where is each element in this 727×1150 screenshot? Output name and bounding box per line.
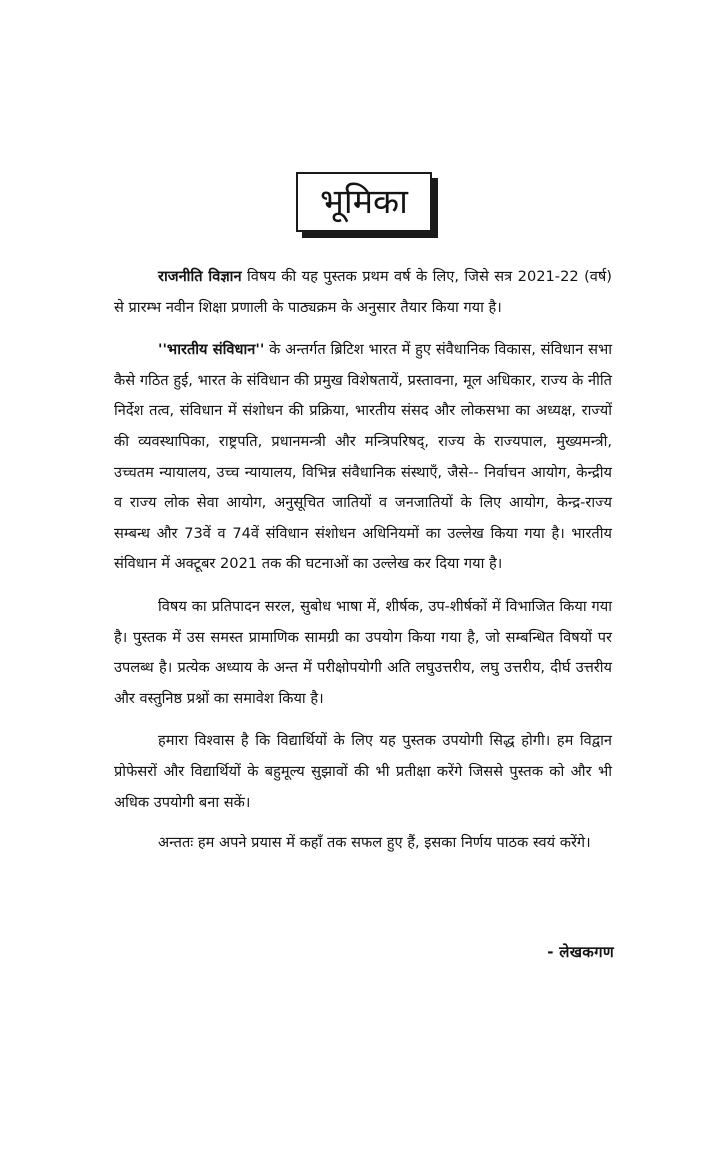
paragraph-3: विषय का प्रतिपादन सरल, सुबोध भाषा में, शीर्षक, उप-शीर्षकों में विभाजित किया गया है। पुस्तक में उस समस्त प्रामाणिक सामग्री का उपयोग किया गया है, जो सम्बन्धित विषयों पर उपलब्ध है। प्रत्येक अध्याय के अन्त में परीक्षोपयोगी अति लघुउत्तरीय, लघु उत्तरीय, दीर्घ उत्तरीय और वस्तुनिष्ठ प्रश्नों का समावेश किया है।	[114, 597, 612, 707]
paragraph-1-text: विषय की यह पुस्तक प्रथम वर्ष के लिए, जिसे सत्र 2021-22 (वर्ष) से प्रारम्भ नवीन शिक्षा प्रणाली के पाठ्यक्रम के अनुसार तैयार किया गया है।	[114, 268, 612, 316]
author-signature: - लेखकगण	[547, 943, 614, 961]
paragraph-4: हमारा विश्वास है कि विद्यार्थियों के लिए यह पुस्तक उपयोगी सिद्ध होगी। हम विद्वान प्रोफेसरों और विद्यार्थियों के बहुमूल्य सुझावों की भी प्रतीक्षा करेंगे जिससे पुस्तक को और भी अधिक उपयोगी बना सकें।	[114, 732, 612, 811]
paragraph-5: अन्ततः हम अपने प्रयास में कहाँ तक सफल हुए हैं, इसका निर्णय पाठक स्वयं करेंगे।	[158, 834, 591, 852]
paragraph-2-lead: ''भारतीय संविधान''	[158, 341, 265, 359]
paragraph-2-text: के अन्तर्गत ब्रिटिश भारत में हुए संवैधानिक विकास, संविधान सभा कैसे गठित हुई, भारत के संविधान की प्रमुख विशेषतायें, प्रस्तावना, मूल अधिकार, राज्य के नीति निर्देश तत्व, संविधान में संशोधन की प्रक्रिया, भारतीय संसद और लोकसभा का अध्यक्ष, राज्यों की व्यवस्थापिका, राष्ट्रपति, प्रधानमन्त्री और मन्त्रिपरिषद्, राज्य के राज्यपाल, मुख्यमन्त्री, उच्चतम न्यायालय, उच्च न्यायालय, विभिन्न संवैधानिक संस्थाएँ, जैसे-- निर्वाचन आयोग, केन्द्रीय व राज्य लोक सेवा आयोग, अनुसूचित जातियों व जनजातियों के लिए आयोग, केन्द्र-राज्य सम्बन्ध और 73वें व 74वें संविधान संशोधन अधिनियमों का उल्लेख किया गया है। भारतीय संविधान में अक्टूबर 2021 तक की घटनाओं का उल्लेख कर दिया गया है।	[114, 341, 612, 573]
page-title: भूमिका	[296, 172, 432, 232]
paragraph-1	[114, 262, 612, 323]
title-box	[296, 172, 436, 236]
preface-body	[114, 262, 612, 871]
paragraph-1-lead: राजनीति विज्ञान	[158, 268, 242, 285]
paragraph-2	[114, 335, 612, 580]
